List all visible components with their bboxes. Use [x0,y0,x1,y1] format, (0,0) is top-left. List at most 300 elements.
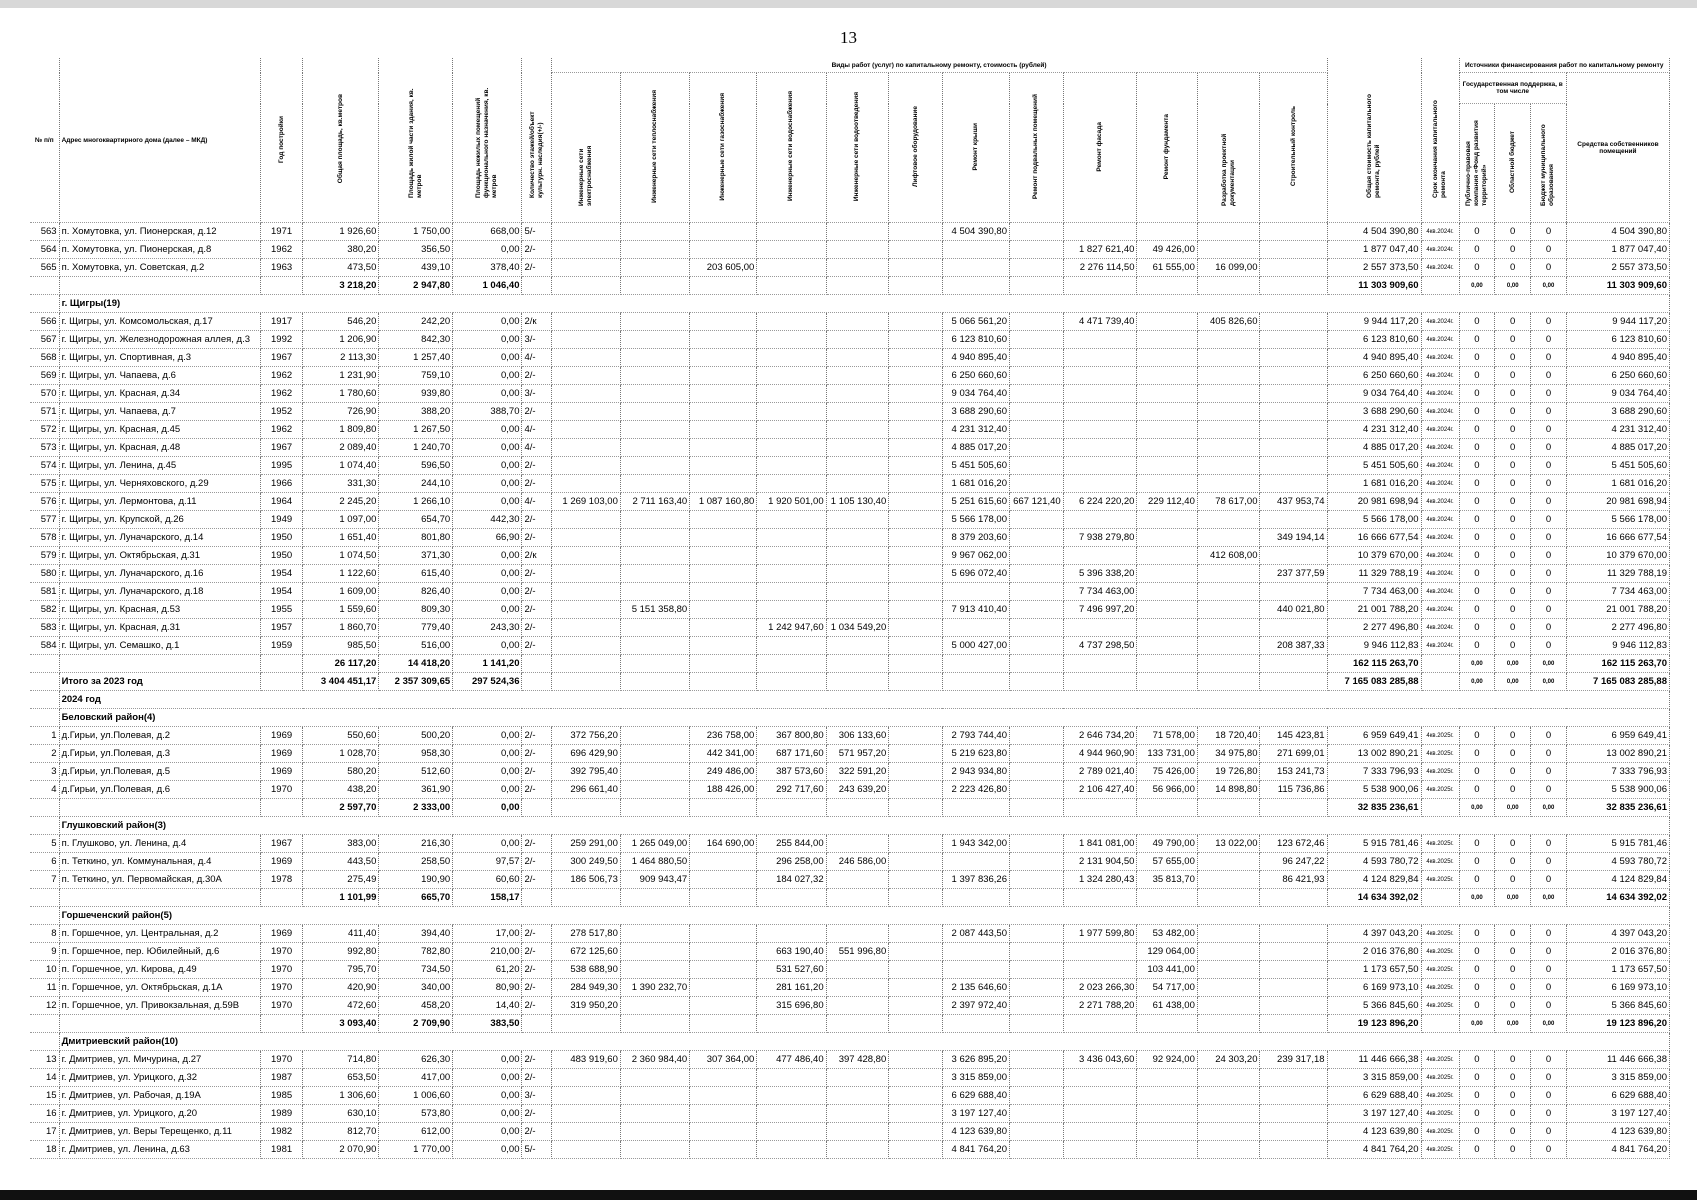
row-deadline: 4кв.2024г. [1421,619,1459,637]
row-living-area: 242,20 [379,313,453,331]
table-row [30,637,1670,655]
row-floors: 2/- [522,1105,551,1123]
table-row [30,547,1670,565]
row-work-cost: 3 626 895,20 [942,1051,1009,1069]
row-total-cost: 5 915 781,46 [1327,835,1421,853]
row-work-cost [757,1069,826,1087]
row-work-cost: 296 661,40 [551,781,620,799]
row-funding-value: 0 [1495,727,1531,745]
row-floors: 2/- [522,529,551,547]
row-funding-value: 0 [1531,313,1567,331]
total-blank [522,277,551,295]
row-work-cost: 7 938 279,80 [1063,529,1137,547]
total-blank [551,277,620,295]
row-work-cost: 133 731,00 [1137,745,1197,763]
row-address: г. Щигры, ул. Луначарского, д.18 [59,583,260,601]
table-row [30,961,1670,979]
row-work-cost [1137,1087,1197,1105]
total-funding-sum: 0,00 [1531,655,1567,673]
row-year: 1966 [260,475,302,493]
row-number: 582 [30,601,59,619]
row-floors: 3/- [522,1087,551,1105]
row-work-cost: 153 241,73 [1260,763,1327,781]
total-blank [1260,277,1327,295]
row-work-cost: 1 827 621,40 [1063,241,1137,259]
row-deadline: 4кв.2024г. [1421,367,1459,385]
row-total-area: 1 206,90 [303,331,379,349]
total-blank [620,889,689,907]
row-work-cost [620,259,689,277]
total-label [59,1015,260,1033]
row-work-cost [551,367,620,385]
row-work-cost [690,925,757,943]
table-row [30,241,1670,259]
row-work-cost: 18 720,40 [1197,727,1260,745]
row-funding-value: 0 [1459,475,1495,493]
total-blank [260,277,302,295]
row-owners-funds: 9 946 112,83 [1566,637,1669,655]
row-nonliving-area: 0,00 [453,727,522,745]
row-owners-funds: 6 250 660,60 [1566,367,1669,385]
row-work-cost: 551 996,80 [826,943,889,961]
row-nonliving-area: 0,00 [453,493,522,511]
total-blank [1260,655,1327,673]
row-work-cost [757,1123,826,1141]
row-floors: 2/- [522,637,551,655]
row-total-area: 812,70 [303,1123,379,1141]
row-deadline: 4кв.2025г. [1421,961,1459,979]
total-blank [1010,889,1064,907]
row-total-area: 726,90 [303,403,379,421]
row-work-cost [690,313,757,331]
total-blank [757,1015,826,1033]
row-address: г. Щигры, ул. Спортивная, д.3 [59,349,260,367]
row-owners-funds: 7 734 463,00 [1566,583,1669,601]
row-floors: 2/- [522,1069,551,1087]
row-total-cost: 2 557 373,50 [1327,259,1421,277]
row-owners-funds: 6 629 688,40 [1566,1087,1669,1105]
row-work-cost [1197,511,1260,529]
header-work-electric: Инженерные сети электроснабжения [577,145,593,206]
row-work-cost [826,961,889,979]
row-work-cost [1010,727,1064,745]
row-living-area: 516,00 [379,637,453,655]
total-funding-sum: 0,00 [1459,889,1495,907]
row-living-area: 826,40 [379,583,453,601]
row-work-cost: 115 736,86 [1260,781,1327,799]
row-floors: 2/- [522,475,551,493]
row-owners-funds: 3 315 859,00 [1566,1069,1669,1087]
row-work-cost: 7 496 997,20 [1063,601,1137,619]
total-funding-sum: 0,00 [1459,655,1495,673]
row-owners-funds: 4 124 829,84 [1566,871,1669,889]
row-work-cost: 667 121,40 [1010,493,1064,511]
row-work-cost: 2 106 427,40 [1063,781,1137,799]
row-living-area: 356,50 [379,241,453,259]
row-work-cost [1197,1141,1260,1159]
row-work-cost: 6 250 660,60 [942,367,1009,385]
row-work-cost [1010,601,1064,619]
row-work-cost [1197,349,1260,367]
row-year: 1962 [260,385,302,403]
row-deadline: 4кв.2025г. [1421,1087,1459,1105]
row-work-cost: 5 696 072,40 [942,565,1009,583]
row-work-cost [1010,943,1064,961]
row-work-cost [1260,943,1327,961]
row-work-cost [757,367,826,385]
row-funding-value: 0 [1531,475,1567,493]
table-row [30,385,1670,403]
row-year: 1959 [260,637,302,655]
row-work-cost [1137,565,1197,583]
header-fund-regional: Областной бюджет [1508,131,1516,193]
total-cost-sum: 19 123 896,20 [1327,1015,1421,1033]
total-blank [757,889,826,907]
grand-total-row [30,673,1670,691]
row-work-cost [690,241,757,259]
row-work-cost: 103 441,00 [1137,961,1197,979]
row-work-cost [889,349,943,367]
row-total-cost: 6 250 660,60 [1327,367,1421,385]
row-total-cost: 2 277 496,80 [1327,619,1421,637]
row-work-cost [1137,1069,1197,1087]
total-funding-sum: 0,00 [1459,673,1495,691]
row-living-area: 734,50 [379,961,453,979]
row-year: 1987 [260,1069,302,1087]
row-funding-value: 0 [1495,781,1531,799]
table-row [30,421,1670,439]
row-year: 1970 [260,979,302,997]
row-owners-funds: 4 841 764,20 [1566,1141,1669,1159]
row-work-cost: 663 190,40 [757,943,826,961]
row-work-cost [889,745,943,763]
row-living-area: 759,10 [379,367,453,385]
row-funding-value: 0 [1459,241,1495,259]
row-deadline: 4кв.2024г. [1421,223,1459,241]
row-owners-funds: 4 593 780,72 [1566,853,1669,871]
row-living-area: 340,00 [379,979,453,997]
total-funding-sum: 0,00 [1459,277,1495,295]
row-nonliving-area: 0,00 [453,1123,522,1141]
total-blank [522,1015,551,1033]
row-funding-value: 0 [1459,403,1495,421]
row-work-cost [1197,601,1260,619]
row-funding-value: 0 [1495,385,1531,403]
header-living-area: Площадь жилой части здания, кв. метров [407,88,423,198]
row-work-cost: 246 586,00 [826,853,889,871]
row-work-cost [889,331,943,349]
row-work-cost [889,997,943,1015]
row-number: 11 [30,979,59,997]
row-funding-value: 0 [1531,349,1567,367]
row-funding-value: 0 [1495,853,1531,871]
row-work-cost [889,871,943,889]
row-work-cost [889,223,943,241]
total-funding-sum: 0,00 [1531,673,1567,691]
row-work-cost [757,241,826,259]
row-nonliving-area: 80,90 [453,979,522,997]
row-number: 580 [30,565,59,583]
row-number: 579 [30,547,59,565]
row-work-cost: 687 171,60 [757,745,826,763]
row-total-cost: 4 124 829,84 [1327,871,1421,889]
row-work-cost [889,457,943,475]
row-year: 1982 [260,1123,302,1141]
row-nonliving-area: 668,00 [453,223,522,241]
row-work-cost [620,1087,689,1105]
row-work-cost [1260,1087,1327,1105]
total-blank [826,889,889,907]
row-work-cost [690,331,757,349]
total-blank [1010,1015,1064,1033]
header-fund-frt: Публично-правовая компания «Фонд развития территорий» [1464,120,1488,206]
row-floors: 3/- [522,385,551,403]
row-work-cost [551,637,620,655]
row-work-cost [1137,547,1197,565]
row-living-area: 626,30 [379,1051,453,1069]
row-address: г. Щигры, ул. Лермонтова, д.11 [59,493,260,511]
total-owners-sum: 11 303 909,60 [1566,277,1669,295]
row-work-cost [620,583,689,601]
row-work-cost: 440 021,80 [1260,601,1327,619]
row-work-cost: 9 967 062,00 [942,547,1009,565]
row-year: 1969 [260,925,302,943]
row-year: 1970 [260,997,302,1015]
row-deadline: 4кв.2024г. [1421,565,1459,583]
row-work-cost [757,1087,826,1105]
row-work-cost [826,259,889,277]
row-total-area: 2 113,30 [303,349,379,367]
total-blank [889,799,943,817]
row-work-cost: 1 390 232,70 [620,979,689,997]
row-address: п. Хомутовка, ул. Пионерская, д.8 [59,241,260,259]
row-total-area: 1 231,90 [303,367,379,385]
row-work-cost [1063,1087,1137,1105]
row-work-cost: 6 123 810,60 [942,331,1009,349]
row-work-cost [1260,1123,1327,1141]
row-funding-value: 0 [1531,871,1567,889]
row-total-area: 992,80 [303,943,379,961]
row-work-cost [826,349,889,367]
total-blank [889,655,943,673]
row-work-cost [889,367,943,385]
row-year: 1963 [260,259,302,277]
row-work-cost [826,1141,889,1159]
total-blank [1063,655,1137,673]
row-floors: 2/- [522,835,551,853]
row-funding-value: 0 [1531,403,1567,421]
row-living-area: 500,20 [379,727,453,745]
row-deadline: 4кв.2025г. [1421,1141,1459,1159]
scan-top-edge [0,0,1697,8]
group-heading-row [30,817,1670,835]
row-funding-value: 0 [1495,835,1531,853]
row-living-area: 612,00 [379,1123,453,1141]
header-work-supervision: Строительный контроль [1289,106,1297,187]
row-work-cost: 538 688,90 [551,961,620,979]
row-year: 1962 [260,421,302,439]
row-work-cost: 3 315 859,00 [942,1069,1009,1087]
row-work-cost: 2 087 443,50 [942,925,1009,943]
row-funding-value: 0 [1459,421,1495,439]
row-funding-value: 0 [1459,961,1495,979]
total-owners-sum: 19 123 896,20 [1566,1015,1669,1033]
row-work-cost: 672 125,60 [551,943,620,961]
row-address: п. Хомутовка, ул. Пионерская, д.12 [59,223,260,241]
row-living-area: 573,80 [379,1105,453,1123]
row-work-cost: 71 578,00 [1137,727,1197,745]
total-owners-sum: 32 835 236,61 [1566,799,1669,817]
row-work-cost [889,601,943,619]
row-work-cost [690,961,757,979]
row-deadline: 4кв.2025г. [1421,871,1459,889]
row-work-cost [757,457,826,475]
row-number: 1 [30,727,59,745]
row-funding-value: 0 [1459,835,1495,853]
row-year: 1970 [260,781,302,799]
row-total-cost: 21 001 788,20 [1327,601,1421,619]
row-work-cost: 5 251 615,60 [942,493,1009,511]
row-owners-funds: 5 915 781,46 [1566,835,1669,853]
row-work-cost [889,925,943,943]
row-work-cost: 4 944 960,90 [1063,745,1137,763]
row-year: 1985 [260,1087,302,1105]
row-work-cost [1197,565,1260,583]
row-work-cost [757,439,826,457]
row-total-area: 714,80 [303,1051,379,1069]
row-living-area: 782,80 [379,943,453,961]
row-work-cost [826,241,889,259]
row-work-cost [1260,997,1327,1015]
row-year: 1967 [260,439,302,457]
row-number: 563 [30,223,59,241]
row-work-cost [551,1141,620,1159]
row-deadline: 4кв.2025г. [1421,1105,1459,1123]
row-total-area: 580,20 [303,763,379,781]
row-work-cost [690,385,757,403]
row-funding-value: 0 [1459,349,1495,367]
total-blank [1137,655,1197,673]
row-living-area: 244,10 [379,475,453,493]
row-nonliving-area: 17,00 [453,925,522,943]
row-work-cost [1137,457,1197,475]
row-work-cost [889,385,943,403]
header-works-group: Виды работ (услуг) по капитальному ремонту, стоимость (рублей) [551,58,1327,73]
total-blank [1197,673,1260,691]
row-floors: 2/- [522,457,551,475]
row-year: 1978 [260,871,302,889]
row-work-cost [1010,223,1064,241]
row-total-cost: 6 959 649,41 [1327,727,1421,745]
row-funding-value: 0 [1459,565,1495,583]
row-total-cost: 3 315 859,00 [1327,1069,1421,1087]
row-work-cost [757,421,826,439]
row-work-cost [620,727,689,745]
row-work-cost: 4 737 298,50 [1063,637,1137,655]
row-owners-funds: 11 329 788,19 [1566,565,1669,583]
row-owners-funds: 5 566 178,00 [1566,511,1669,529]
row-address: п. Теткино, ул. Коммунальная, д.4 [59,853,260,871]
table-row [30,1087,1670,1105]
row-work-cost [1197,1069,1260,1087]
row-number: 564 [30,241,59,259]
row-funding-value: 0 [1531,925,1567,943]
row-living-area: 216,30 [379,835,453,853]
row-work-cost [551,511,620,529]
row-floors: 2/- [522,601,551,619]
row-living-area: 458,20 [379,997,453,1015]
row-funding-value: 0 [1531,853,1567,871]
row-total-area: 1 926,60 [303,223,379,241]
row-work-cost: 1 324 280,43 [1063,871,1137,889]
row-number: 2 [30,745,59,763]
total-owners-sum: 14 634 392,02 [1566,889,1669,907]
row-year: 1971 [260,223,302,241]
row-work-cost [1137,403,1197,421]
total-blank [1197,889,1260,907]
row-owners-funds: 13 002 890,21 [1566,745,1669,763]
row-work-cost: 4 885 017,20 [942,439,1009,457]
row-funding-value: 0 [1531,943,1567,961]
total-blank [551,673,620,691]
row-work-cost [1260,547,1327,565]
row-number: 8 [30,925,59,943]
row-work-cost [757,223,826,241]
row-work-cost: 1 087 160,80 [690,493,757,511]
row-work-cost [1260,1141,1327,1159]
table-row [30,871,1670,889]
header-work-design: Разработка проектной документации [1220,133,1236,206]
row-work-cost [826,1105,889,1123]
row-work-cost [1063,367,1137,385]
row-living-area: 439,10 [379,259,453,277]
row-funding-value: 0 [1495,1105,1531,1123]
row-work-cost [551,601,620,619]
row-work-cost: 229 112,40 [1137,493,1197,511]
row-floors: 5/- [522,1141,551,1159]
row-work-cost [620,511,689,529]
row-address: г. Щигры, ул. Луначарского, д.16 [59,565,260,583]
row-address: п. Теткино, ул. Первомайская, д.30А [59,871,260,889]
row-total-cost: 4 885 017,20 [1327,439,1421,457]
row-work-cost: 96 247,22 [1260,853,1327,871]
row-work-cost [1260,583,1327,601]
total-cost-sum: 14 634 392,02 [1327,889,1421,907]
total-area-sum: 3 404 451,17 [303,673,379,691]
total-funding-sum: 0,00 [1531,799,1567,817]
row-total-cost: 7 333 796,93 [1327,763,1421,781]
row-work-cost [1063,547,1137,565]
total-nonliving-sum: 158,17 [453,889,522,907]
total-cost-sum: 7 165 083 285,88 [1327,673,1421,691]
row-work-cost: 3 197 127,40 [942,1105,1009,1123]
row-nonliving-area: 0,00 [453,583,522,601]
row-owners-funds: 9 944 117,20 [1566,313,1669,331]
row-address: г. Дмитриев, ул. Ленина, д.63 [59,1141,260,1159]
row-work-cost [551,421,620,439]
row-funding-value: 0 [1531,547,1567,565]
row-nonliving-area: 0,00 [453,835,522,853]
row-work-cost: 442 341,00 [690,745,757,763]
row-work-cost [1260,403,1327,421]
row-work-cost [1197,457,1260,475]
row-work-cost [1260,421,1327,439]
scan-bottom-edge [0,1190,1697,1200]
row-address: г. Щигры, ул. Комсомольская, д.17 [59,313,260,331]
row-total-area: 380,20 [303,241,379,259]
row-deadline: 4кв.2025г. [1421,727,1459,745]
row-work-cost: 4 841 764,20 [942,1141,1009,1159]
